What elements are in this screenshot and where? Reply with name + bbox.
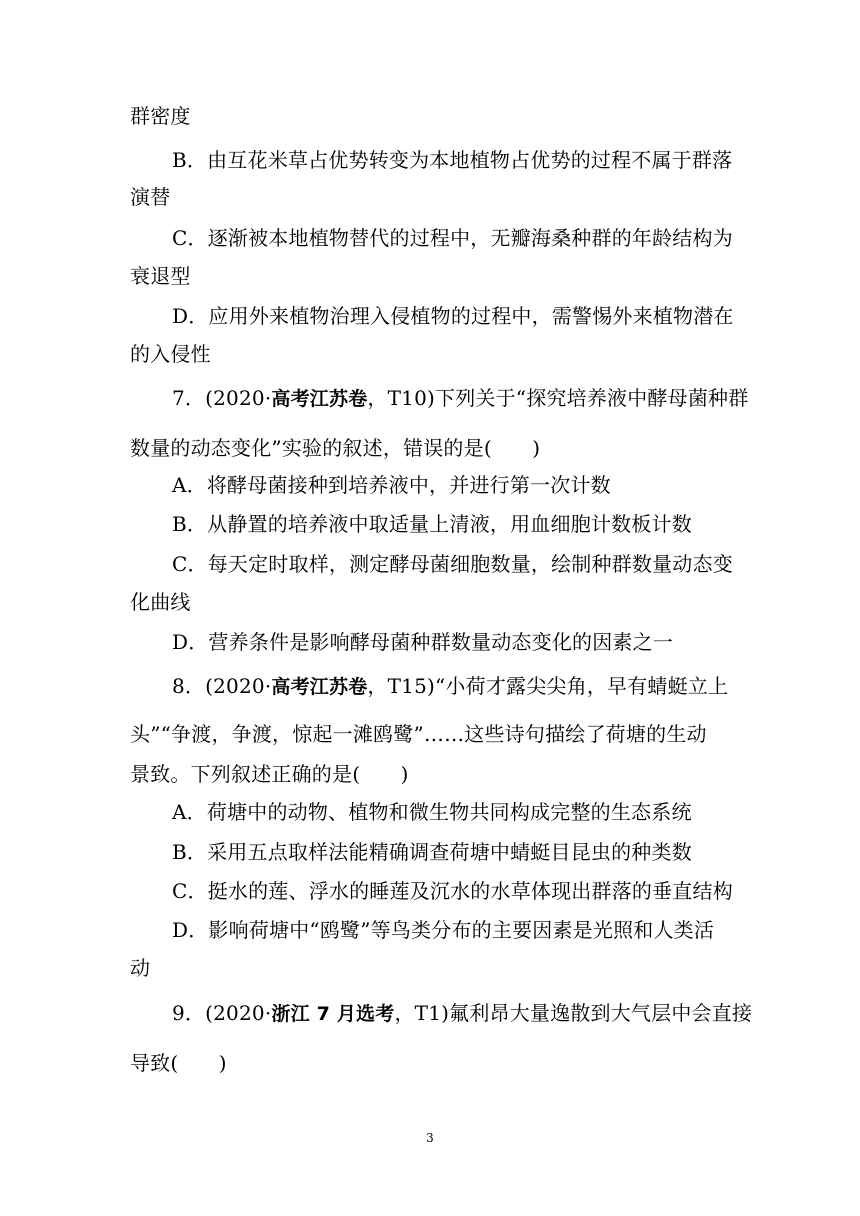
q8-stem-text: ，T15)“小荷才露尖尖角，早有蜻蜓立上 — [367, 674, 729, 698]
q8-source: 高考江苏卷 — [271, 676, 368, 698]
q7-stem-text: ，T10)下列关于“探究培养液中酵母菌种群 — [367, 386, 749, 410]
q8-option-d-line1: D．影响荷塘中“鸥鹭”等鸟类分布的主要因素是光照和人类活 — [172, 918, 715, 942]
q6-stem-tail: 群密度 — [130, 104, 191, 128]
q7-stem-line1 — [172, 386, 748, 411]
q6-option-c-line2: 衰退型 — [130, 264, 191, 288]
q7-number: 7．(2020· — [172, 386, 272, 410]
q8-stem-line1 — [172, 674, 728, 699]
q8-option-b: B．采用五点取样法能精确调查荷塘中蜻蜓目昆虫的种类数 — [172, 840, 692, 864]
q6-option-d-line2: 的入侵性 — [130, 342, 211, 366]
q8-option-a: A．荷塘中的动物、植物和微生物共同构成完整的生态系统 — [172, 800, 692, 824]
q6-option-d-line1: D．应用外来植物治理入侵植物的过程中，需警惕外来植物潜在 — [172, 304, 734, 328]
q7-option-d: D．营养条件是影响酵母菌种群数量动态变化的因素之一 — [172, 630, 674, 654]
page-number: 3 — [426, 1131, 434, 1145]
q6-option-c-line1: C．逐渐被本地植物替代的过程中，无瓣海桑种群的年龄结构为 — [172, 226, 733, 250]
q9-stem-line2: 导致( ) — [130, 1051, 227, 1075]
q7-option-c-line1: C．每天定时取样，测定酵母菌细胞数量，绘制种群数量动态变 — [172, 552, 733, 576]
q8-option-c: C．挺水的莲、浮水的睡莲及沉水的水草体现出群落的垂直结构 — [172, 879, 733, 903]
q9-source: 浙江 7 月选考 — [271, 1003, 395, 1025]
q7-stem-line2: 数量的动态变化”实验的叙述，错误的是( ) — [130, 436, 541, 460]
q7-option-b: B．从静置的培养液中取适量上清液，用血细胞计数板计数 — [172, 512, 692, 536]
q7-option-a: A．将酵母菌接种到培养液中，并进行第一次计数 — [172, 473, 611, 497]
q8-stem-line3: 景致。下列叙述正确的是( ) — [130, 762, 409, 786]
q8-number: 8．(2020· — [172, 674, 272, 698]
q9-number: 9．(2020· — [172, 1001, 272, 1025]
q8-stem-line2: 头”“争渡，争渡，惊起一滩鸥鹭”……这些诗句描绘了荷塘的生动 — [130, 722, 707, 746]
q6-option-b-line2: 演替 — [130, 185, 171, 209]
q9-stem-text: ，T1)氟利昂大量逸散到大气层中会直接 — [394, 1001, 753, 1025]
q8-option-d-line2: 动 — [130, 956, 151, 980]
q9-stem-line1 — [172, 1001, 752, 1026]
q7-option-c-line2: 化曲线 — [130, 590, 191, 614]
q7-source: 高考江苏卷 — [271, 388, 368, 410]
q6-option-b-line1: B．由互花米草占优势转变为本地植物占优势的过程不属于群落 — [172, 148, 733, 172]
